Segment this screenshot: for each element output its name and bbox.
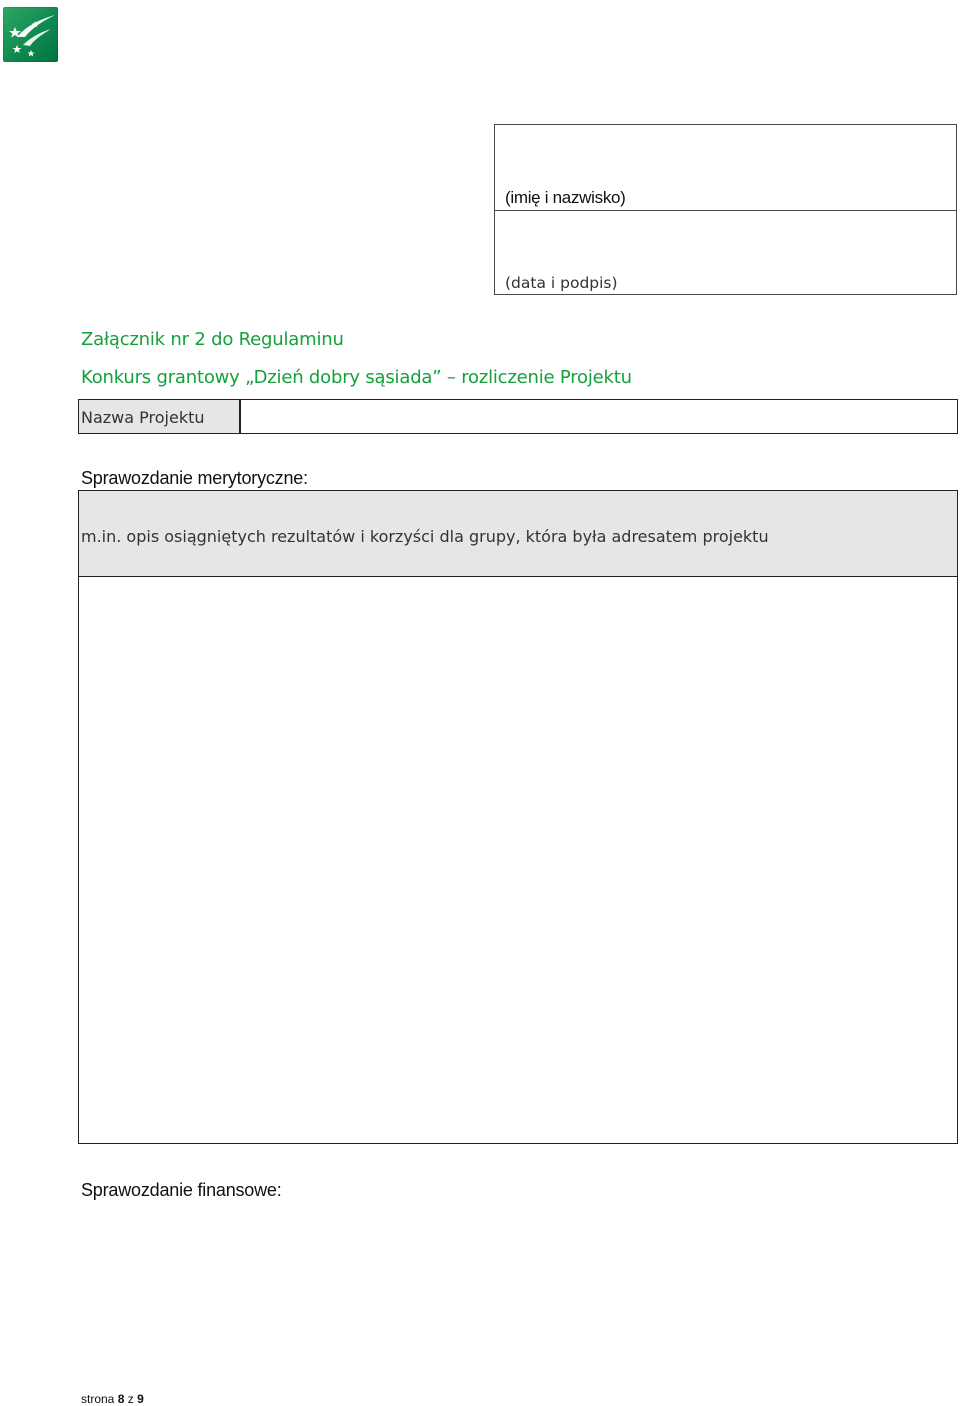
financial-report-heading: Sprawozdanie finansowe: [81,1180,282,1200]
substantive-report-heading: Sprawozdanie merytoryczne: [81,468,308,488]
signature-divider [495,210,956,211]
signature-box [494,124,957,295]
contest-title: Konkurs grantowy „Dzień dobry sąsiada” – rozliczenie Projektu [81,367,632,388]
project-name-label: Nazwa Projektu [79,400,241,433]
attachment-title: Załącznik nr 2 do Regulaminu [81,329,344,350]
current-page-number: 8 [117,1392,125,1406]
date-signature-label: (data i podpis) [505,274,618,292]
of-word: z [127,1392,134,1406]
total-pages-number: 9 [137,1392,144,1406]
logo [3,7,58,62]
bnp-stars-logo-icon [3,7,58,62]
substantive-report-table [78,490,958,1144]
project-name-field[interactable] [241,400,957,433]
project-name-row [78,399,958,434]
substantive-report-field[interactable] [79,577,957,1143]
substantive-report-instruction: m.in. opis osiągniętych rezultatów i korzyści dla grupy, która była adresatem projektu [79,491,957,577]
name-signature-label: (imię i nazwisko) [505,188,626,207]
page-word: strona [81,1392,115,1406]
